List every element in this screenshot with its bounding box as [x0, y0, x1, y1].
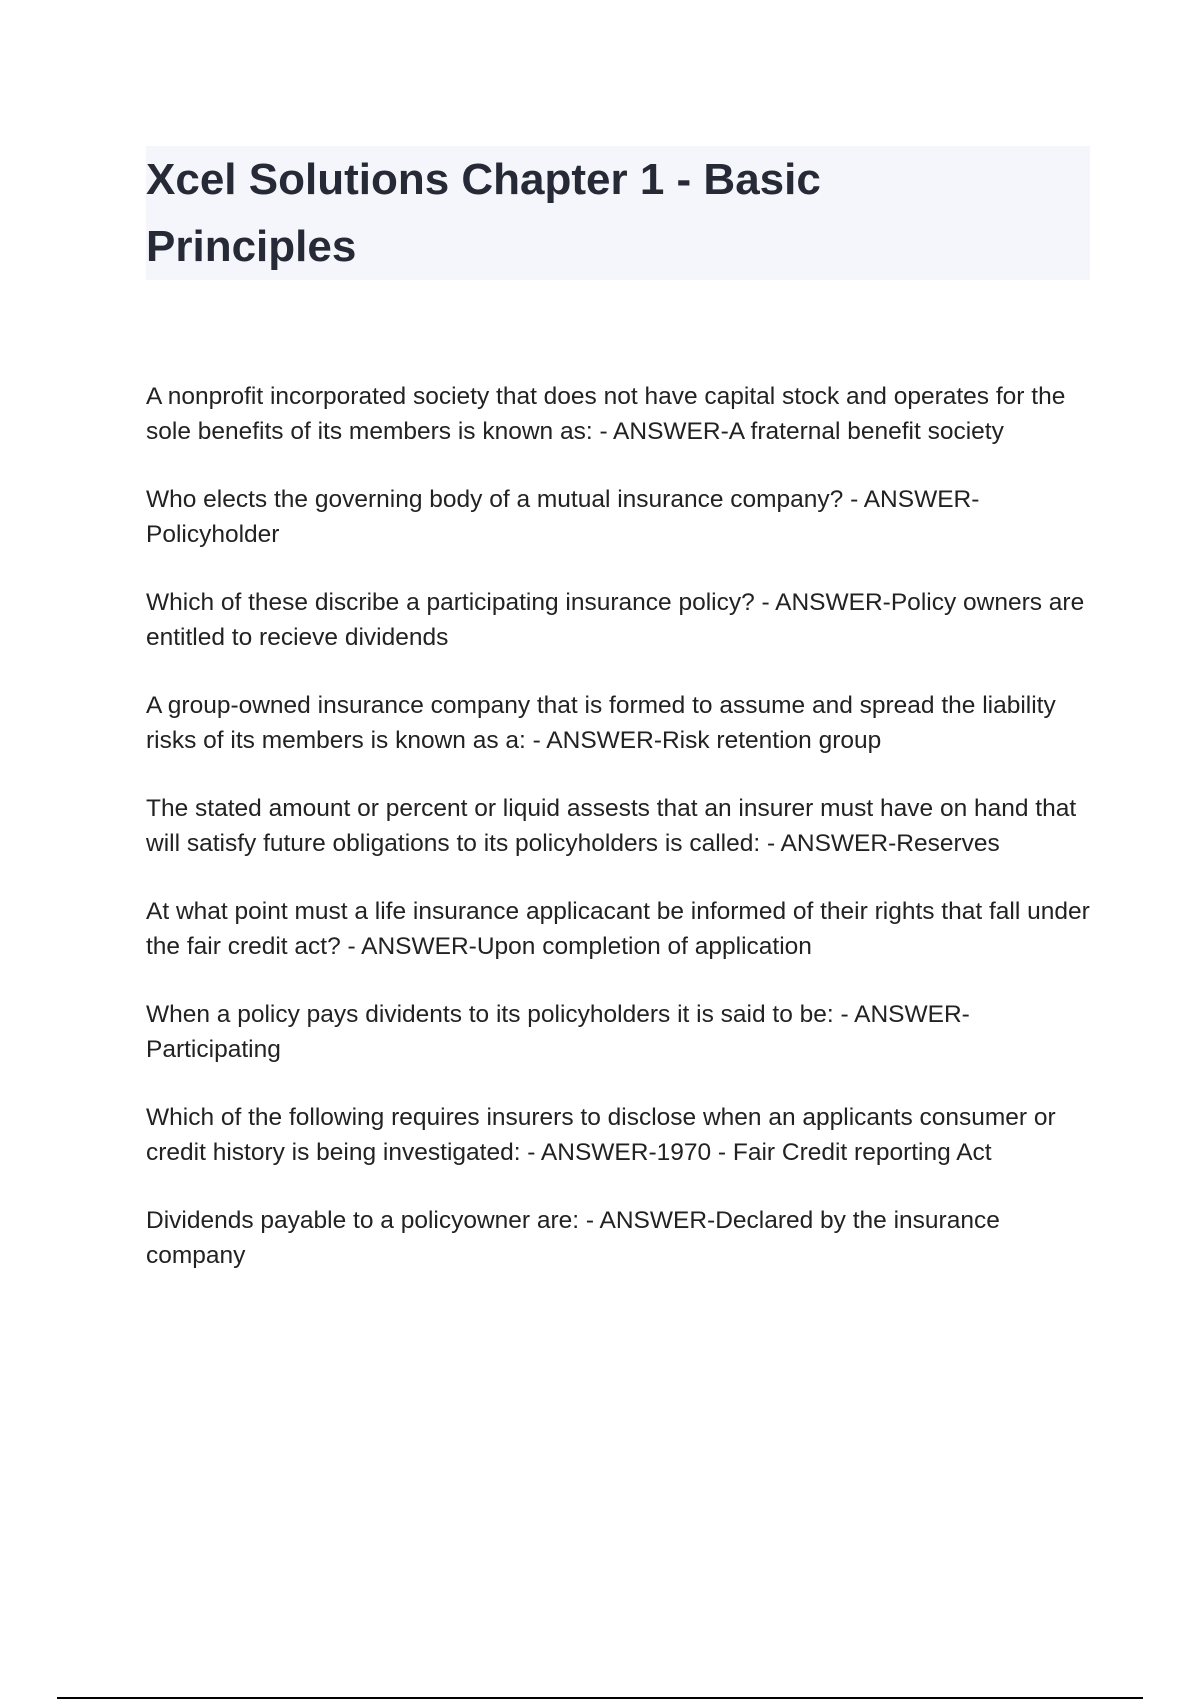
page-title: Xcel Solutions Chapter 1 - Basic Principles — [146, 155, 821, 271]
qa-item: Which of the following requires insurers to disclose when an applicants consumer or credit history is being investigated: - ANSWER-1970 - Fair Credit reporting Act — [146, 1104, 1056, 1166]
question-answer-list — [146, 379, 1096, 1306]
qa-item: Which of these discribe a participating insurance policy? - ANSWER-Policy owners are entitled to recieve dividends — [146, 589, 1085, 651]
qa-item: A nonprofit incorporated society that does not have capital stock and operates for the sole benefits of its members is known as: - ANSWER-A fraternal benefit society — [146, 383, 1066, 445]
qa-item: Who elects the governing body of a mutual insurance company? - ANSWER-Policyholder — [146, 486, 980, 548]
qa-item: The stated amount or percent or liquid assests that an insurer must have on hand that will satisfy future obligations to its policyholders is called: - ANSWER-Reserves — [146, 795, 1077, 857]
title-banner — [146, 146, 1090, 280]
qa-item: When a policy pays dividents to its policyholders it is said to be: - ANSWER-Participating — [146, 1001, 970, 1063]
qa-item: At what point must a life insurance applicacant be informed of their rights that fall under the fair credit act? - ANSWER-Upon completion of application — [146, 898, 1090, 960]
footer-divider — [57, 1697, 1143, 1699]
qa-item: Dividends payable to a policyowner are: - ANSWER-Declared by the insurance company — [146, 1207, 1000, 1269]
qa-item: A group-owned insurance company that is formed to assume and spread the liability risks of its members is known as a: - ANSWER-Risk retention group — [146, 692, 1056, 754]
